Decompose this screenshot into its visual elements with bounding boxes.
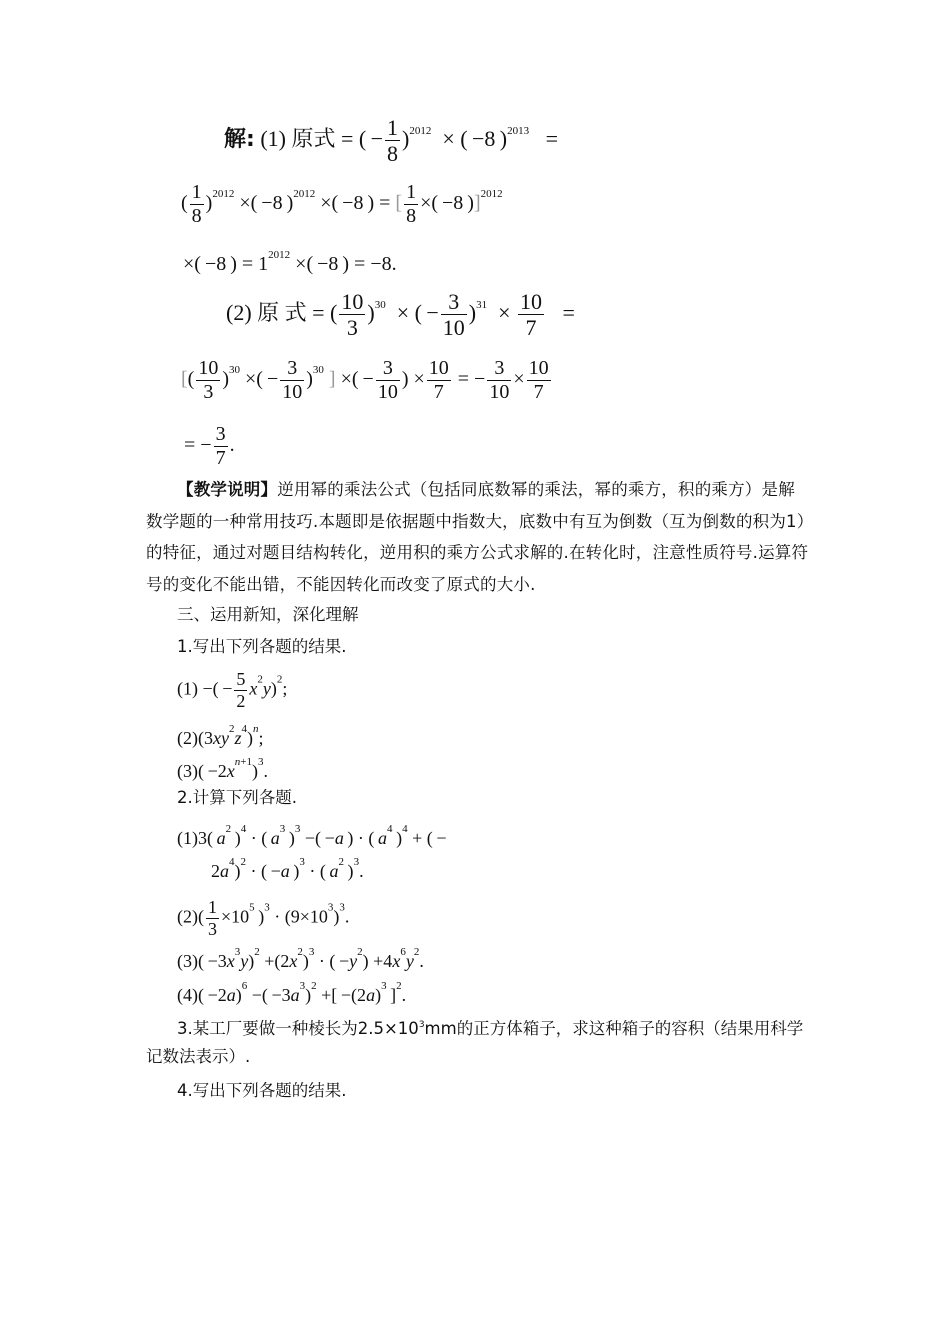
- q2-item-2: (2)( $\frac{1}{3}$ $\times 10^5$ )$^3 \cdot (9\times 10^3)^3$.: [177, 897, 350, 939]
- solution-part1-line2: ( $\frac{1}{8}$ )$^{2012}$ ×( −8 )$^{2012}$ ×( −8 ) = [ $\frac{1}{8}$ ×( −8 )]$^{2012}$: [181, 181, 503, 227]
- q1-item-1: (1) −( − $\frac{5}{2}$ $x^2y)^2$;: [177, 669, 288, 711]
- question-1: 1.写出下列各题的结果.: [177, 637, 347, 656]
- q2-item-3: $(3)( -3x^3y)^2 +(2x^2)^3$ · ( $-y^2) +4x^6y^2$.: [177, 946, 424, 971]
- question-4: 4.写出下列各题的结果.: [177, 1081, 347, 1100]
- teaching-note-heading: 【教学说明】: [177, 480, 278, 499]
- q2-item-1-cont: $2a^4)^2$ · ( −a )$^3$ · ( $a^2$ )$^3$.: [211, 856, 364, 881]
- solution-label: 解: [224, 126, 247, 152]
- section3-title: 三、运用新知，深化理解: [177, 605, 359, 624]
- q1-item-2: $(2)(3xy^2z^4)^n$;: [177, 723, 264, 748]
- teaching-note: [146, 474, 811, 600]
- fraction: $\frac{1}{8}$: [387, 115, 399, 167]
- solution-part1-line3: ×( −8 ) = $1^{2012}$ ×( −8 ) = −8.: [183, 249, 397, 275]
- question-3: 3.某工厂要做一种棱长为$2.5\times 10^3mm$的正方体箱子，求这种箱子的容积（结果用科学: [177, 1019, 804, 1038]
- question-3-cont: 记数法表示）.: [146, 1047, 251, 1066]
- teaching-note-body: 逆用幂的乘法公式（包括同底数幂的乘法，幂的乘方，积的乘方）是解数学题的一种常用技巧.本题即是依据题中指数大，底数中有互为倒数（互为倒数的积为1）的特征，通过对题目结构转化，逆用积的乘方公式求解的.在转化时，注意性质符号.运算符号的变化不能出错，不能因转化而改变了原式的大小.: [146, 480, 809, 594]
- solution-part1-line1: 解: (1) 原式 = ( − $\frac{1}{8}$ )$^{2012}$ × ( −8 )$^{2013}$ =: [224, 115, 559, 167]
- solution-part2-line3: = − $\frac{3}{7}$ .: [184, 423, 235, 469]
- solution-part2-line2: [( $\frac{10}{3}$ )$^{30}$ ×( − $\frac{3}{10}$ )$^{30}$ ] ×( − $\frac{3}{10}$ ) × $\frac{10}{7}$ = − $\frac{3}{10}$ × $\frac{10}{7}$: [181, 357, 549, 403]
- q2-item-4: $(4)( -2a)^6$ −( $-3a^3)^2$ +[ $-(2a)^3$ ]$^2$.: [177, 980, 407, 1005]
- question-2: 2.计算下列各题.: [177, 788, 297, 807]
- q1-item-3: $(3)( -2x^{n+1})^3$.: [177, 756, 268, 781]
- q2-item-1: (1)3( $a^2$ )$^4$ · ( $a^3$ )$^3$ −( −a ) · ( $a^4$ )$^4$ + ( −: [177, 823, 447, 848]
- solution-part2-line1: (2) 原 式 = ( $\frac{10}{3}$ )$^{30}$ × ( − $\frac{3}{10}$ )$^{31}$ × $\frac{10}{7}$ =: [226, 289, 575, 341]
